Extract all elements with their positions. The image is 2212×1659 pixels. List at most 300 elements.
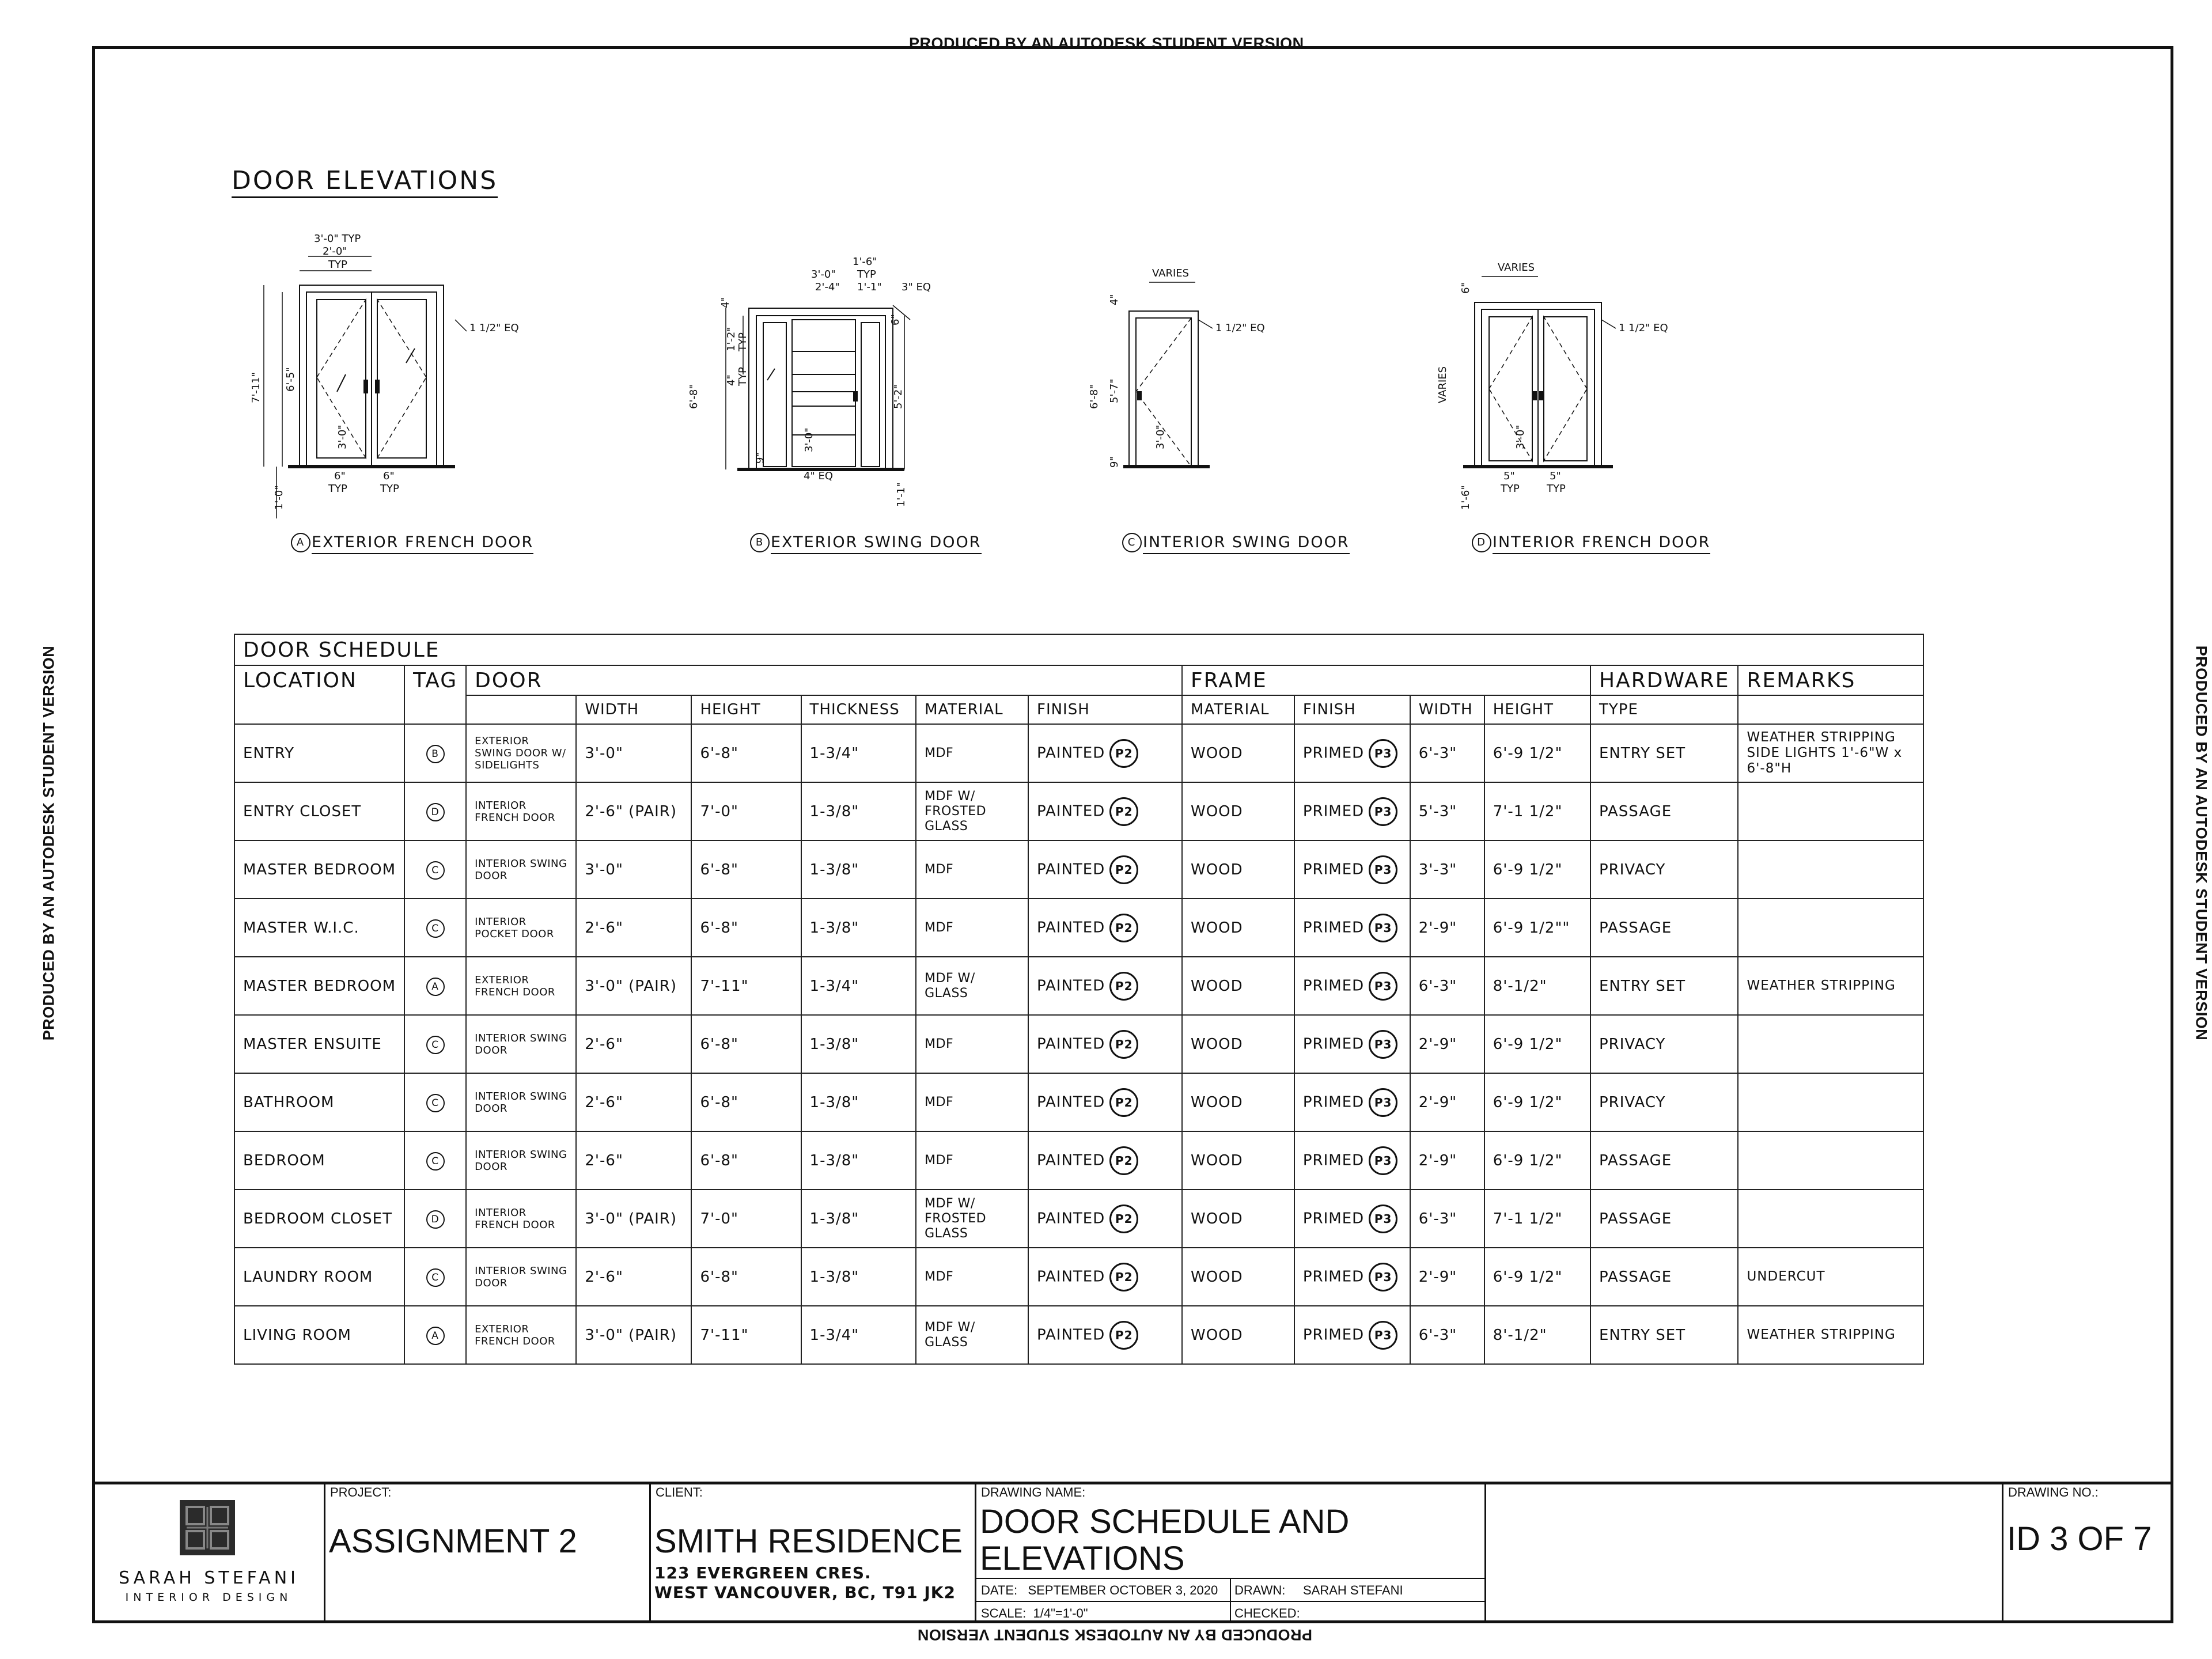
finish-text: PAINTED: [1036, 1152, 1105, 1169]
cell-material: MDF W/ FROSTED GLASS: [916, 782, 1028, 840]
cell-remarks: [1738, 1073, 1923, 1131]
table-row: [234, 1248, 1923, 1306]
cell-tag: [404, 1073, 466, 1131]
drawn-label: DRAWN:: [1234, 1583, 1286, 1597]
schedule-group-row: [234, 665, 1923, 695]
frame-finish-text: PRIMED: [1302, 744, 1365, 762]
svg-text:4": 4": [719, 297, 732, 308]
svg-text:VARIES: VARIES: [1437, 366, 1449, 403]
primer-code-symbol: P3: [1369, 1146, 1397, 1175]
sub-frame-material: MATERIAL: [1182, 695, 1294, 724]
cell-hardware: PASSAGE: [1590, 899, 1738, 957]
svg-text:1'-6": 1'-6": [853, 256, 877, 268]
cell-frame-width: 6'-3": [1410, 1306, 1484, 1364]
cell-width: 2'-6": [576, 1248, 691, 1306]
sub-frame-height: HEIGHT: [1484, 695, 1590, 724]
table-row: [234, 840, 1923, 899]
cell-remarks: WEATHER STRIPPING: [1738, 957, 1923, 1015]
svg-text:1 1/2" EQ: 1 1/2" EQ: [469, 322, 519, 334]
drawn-row: [1234, 1583, 1403, 1598]
primer-code-symbol: P3: [1369, 739, 1397, 768]
logo-sub: INTERIOR DESIGN: [125, 1591, 293, 1604]
cell-finish: [1028, 1073, 1182, 1131]
svg-text:5'-7": 5'-7": [1108, 378, 1120, 403]
svg-text:TYP: TYP: [1547, 483, 1566, 495]
cell-frame-height: 8'-1/2": [1484, 957, 1590, 1015]
col-hardware: HARDWARE: [1590, 665, 1738, 695]
cell-frame-material: WOOD: [1182, 840, 1294, 899]
cell-frame-width: 2'-9": [1410, 1131, 1484, 1190]
finish-text: PAINTED: [1036, 744, 1105, 762]
svg-text:6'-8": 6'-8": [1088, 384, 1100, 409]
schedule-subheader-row: [234, 695, 1923, 724]
svg-text:1'-1": 1'-1": [857, 281, 882, 293]
cell-material: MDF: [916, 840, 1028, 899]
col-door: DOOR: [466, 665, 1182, 695]
sub-empty-location: [234, 695, 404, 724]
cell-frame-height: 6'-9 1/2"": [1484, 899, 1590, 957]
col-frame: FRAME: [1182, 665, 1590, 695]
title-rule-vertical: [1230, 1578, 1231, 1623]
caption-d: [1472, 533, 1710, 552]
primer-code-symbol: P3: [1369, 972, 1397, 1001]
cell-hardware: PRIVACY: [1590, 1015, 1738, 1073]
door-elevations-drawing: [242, 219, 1970, 576]
cell-frame-material: WOOD: [1182, 782, 1294, 840]
cell-height: 7'-0": [691, 1190, 801, 1248]
sub-material: MATERIAL: [916, 695, 1028, 724]
cell-material: MDF: [916, 1015, 1028, 1073]
cell-tag: [404, 1190, 466, 1248]
cell-width: 3'-0" (PAIR): [576, 1190, 691, 1248]
sub-frame-finish: FINISH: [1294, 695, 1410, 724]
cell-tag: [404, 957, 466, 1015]
paint-code-symbol: P2: [1109, 739, 1138, 768]
cell-thickness: 1-3/8": [801, 840, 916, 899]
cell-width: 3'-0" (PAIR): [576, 957, 691, 1015]
cell-hardware: PRIVACY: [1590, 840, 1738, 899]
door-tag-marker: A: [426, 1327, 445, 1345]
svg-text:5": 5": [1550, 470, 1561, 482]
svg-text:1'-2": 1'-2": [725, 327, 737, 351]
cell-height: 6'-8": [691, 899, 801, 957]
cell-height: 6'-8": [691, 1248, 801, 1306]
cell-frame-material: WOOD: [1182, 1131, 1294, 1190]
cell-frame-finish: [1294, 1190, 1410, 1248]
date-value: SEPTEMBER OCTOBER 3, 2020: [1028, 1583, 1218, 1597]
primer-code-symbol: P3: [1369, 914, 1397, 942]
finish-text: PAINTED: [1036, 919, 1105, 936]
cell-frame-finish: [1294, 1015, 1410, 1073]
door-tag-marker: C: [426, 919, 445, 938]
cell-frame-width: 6'-3": [1410, 957, 1484, 1015]
table-row: [234, 1306, 1923, 1364]
table-row: [234, 1015, 1923, 1073]
client-label: CLIENT:: [656, 1485, 703, 1499]
cell-loc: MASTER BEDROOM: [234, 840, 404, 899]
cell-loc: MASTER ENSUITE: [234, 1015, 404, 1073]
blank-cell: [1486, 1482, 2003, 1623]
date-label: DATE:: [981, 1583, 1018, 1597]
cell-hardware: PASSAGE: [1590, 1248, 1738, 1306]
logo-cell: [92, 1482, 325, 1623]
cell-door: EXTERIOR SWING DOOR W/ SIDELIGHTS: [466, 724, 576, 782]
door-tag-marker: C: [426, 1036, 445, 1054]
cell-remarks: [1738, 840, 1923, 899]
cell-frame-width: 2'-9": [1410, 1015, 1484, 1073]
paint-code-symbol: P2: [1109, 972, 1138, 1001]
primer-code-symbol: P3: [1369, 1205, 1397, 1233]
cell-tag: [404, 782, 466, 840]
cell-thickness: 1-3/8": [801, 1015, 916, 1073]
cell-finish: [1028, 1190, 1182, 1248]
cell-remarks: WEATHER STRIPPING SIDE LIGHTS 1'-6"W x 6'-8"H: [1738, 724, 1923, 782]
cell-loc: MASTER BEDROOM: [234, 957, 404, 1015]
cell-thickness: 1-3/8": [801, 899, 916, 957]
watermark-left: PRODUCED BY AN AUTODESK STUDENT VERSION: [40, 645, 58, 1041]
cell-loc: ENTRY: [234, 724, 404, 782]
cell-thickness: 1-3/8": [801, 1073, 916, 1131]
svg-text:1 1/2" EQ: 1 1/2" EQ: [1619, 322, 1668, 334]
cell-door: INTERIOR SWING DOOR: [466, 1015, 576, 1073]
primer-code-symbol: P3: [1369, 1321, 1397, 1350]
door-tag-marker: C: [426, 861, 445, 880]
scale-label: SCALE:: [981, 1606, 1027, 1620]
cell-hardware: ENTRY SET: [1590, 957, 1738, 1015]
cell-loc: BEDROOM CLOSET: [234, 1190, 404, 1248]
door-tag-marker: C: [426, 1094, 445, 1112]
frame-finish-text: PRIMED: [1302, 1210, 1365, 1227]
cell-height: 7'-0": [691, 782, 801, 840]
schedule-title: DOOR SCHEDULE: [234, 634, 1923, 665]
svg-text:TYP: TYP: [737, 332, 749, 351]
cell-hardware: PASSAGE: [1590, 1131, 1738, 1190]
cell-material: MDF: [916, 1131, 1028, 1190]
cell-height: 7'-11": [691, 957, 801, 1015]
cell-frame-material: WOOD: [1182, 724, 1294, 782]
client-address-1: 123 EVERGREEN CRES.: [654, 1563, 872, 1582]
cell-remarks: WEATHER STRIPPING: [1738, 1306, 1923, 1364]
cell-door: INTERIOR FRENCH DOOR: [466, 1190, 576, 1248]
cell-tag: [404, 1015, 466, 1073]
cell-finish: [1028, 840, 1182, 899]
title-block: [92, 1482, 2173, 1623]
cell-finish: [1028, 1248, 1182, 1306]
watermark-top: PRODUCED BY AN AUTODESK STUDENT VERSION: [909, 35, 1304, 52]
cell-height: 7'-11": [691, 1306, 801, 1364]
paint-code-symbol: P2: [1109, 1146, 1138, 1175]
caption-a: [291, 533, 533, 552]
cell-material: MDF W/ GLASS: [916, 1306, 1028, 1364]
svg-text:TYP: TYP: [1501, 483, 1520, 495]
cell-frame-finish: [1294, 840, 1410, 899]
svg-text:4": 4": [725, 374, 737, 386]
door-tag-marker: D: [426, 803, 445, 821]
paint-code-symbol: P2: [1109, 855, 1138, 884]
caption-c-label: INTERIOR SWING DOOR: [1143, 533, 1350, 554]
svg-text:7'-11": 7'-11": [250, 372, 262, 403]
cell-frame-finish: [1294, 1131, 1410, 1190]
paint-code-symbol: P2: [1109, 797, 1138, 826]
finish-text: PAINTED: [1036, 1093, 1105, 1111]
cell-remarks: [1738, 1190, 1923, 1248]
svg-text:5'-2": 5'-2": [892, 384, 904, 409]
cell-finish: [1028, 1131, 1182, 1190]
finish-text: PAINTED: [1036, 1210, 1105, 1227]
cell-remarks: [1738, 1015, 1923, 1073]
cell-material: MDF W/ GLASS: [916, 957, 1028, 1015]
paint-code-symbol: P2: [1109, 1263, 1138, 1291]
cell-height: 6'-8": [691, 1073, 801, 1131]
svg-text:9": 9": [1108, 456, 1120, 468]
primer-code-symbol: P3: [1369, 797, 1397, 826]
cell-frame-height: 6'-9 1/2": [1484, 1248, 1590, 1306]
drawing-name-cell: [976, 1482, 1486, 1623]
sub-empty-remarks: [1738, 695, 1923, 724]
cell-hardware: ENTRY SET: [1590, 1306, 1738, 1364]
logo-name: SARAH STEFANI: [118, 1568, 299, 1588]
cell-frame-height: 8'-1/2": [1484, 1306, 1590, 1364]
watermark-right: PRODUCED BY AN AUTODESK STUDENT VERSION: [2192, 645, 2210, 1041]
elevation-d: [1437, 262, 1668, 510]
cell-frame-width: 6'-3": [1410, 1190, 1484, 1248]
table-row: [234, 899, 1923, 957]
finish-text: PAINTED: [1036, 977, 1105, 994]
sub-width: WIDTH: [576, 695, 691, 724]
primer-code-symbol: P3: [1369, 1030, 1397, 1059]
cell-frame-width: 6'-3": [1410, 724, 1484, 782]
cell-remarks: UNDERCUT: [1738, 1248, 1923, 1306]
cell-door: INTERIOR FRENCH DOOR: [466, 782, 576, 840]
paint-code-symbol: P2: [1109, 1088, 1138, 1117]
cell-door: EXTERIOR FRENCH DOOR: [466, 1306, 576, 1364]
drawing-no-value: ID 3 OF 7: [2007, 1520, 2152, 1558]
cell-frame-height: 6'-9 1/2": [1484, 840, 1590, 899]
cell-tag: [404, 899, 466, 957]
svg-text:6": 6": [334, 470, 346, 482]
elevation-b: [688, 256, 931, 507]
client-cell: [651, 1482, 976, 1623]
svg-text:6'-8": 6'-8": [688, 384, 700, 409]
cell-tag: [404, 724, 466, 782]
paint-code-symbol: P2: [1109, 1030, 1138, 1059]
tag-c-marker: C: [1122, 533, 1142, 552]
drawing-name-1: DOOR SCHEDULE AND: [980, 1503, 1350, 1540]
primer-code-symbol: P3: [1369, 1088, 1397, 1117]
cell-loc: MASTER W.I.C.: [234, 899, 404, 957]
svg-text:9": 9": [754, 452, 766, 464]
svg-text:2'-4": 2'-4": [815, 281, 840, 293]
cell-remarks: [1738, 782, 1923, 840]
cell-thickness: 1-3/4": [801, 957, 916, 1015]
cell-finish: [1028, 782, 1182, 840]
cell-finish: [1028, 957, 1182, 1015]
cell-door: INTERIOR SWING DOOR: [466, 840, 576, 899]
cell-thickness: 1-3/4": [801, 1306, 916, 1364]
svg-text:6": 6": [889, 314, 902, 325]
cell-loc: LAUNDRY ROOM: [234, 1248, 404, 1306]
cell-width: 3'-0" (PAIR): [576, 1306, 691, 1364]
primer-code-symbol: P3: [1369, 1263, 1397, 1291]
cell-loc: LIVING ROOM: [234, 1306, 404, 1364]
sub-type: TYPE: [1590, 695, 1738, 724]
cell-hardware: ENTRY SET: [1590, 724, 1738, 782]
cell-frame-finish: [1294, 782, 1410, 840]
tag-b-marker: B: [750, 533, 770, 552]
svg-text:TYP: TYP: [328, 259, 347, 271]
svg-text:6'-5": 6'-5": [285, 367, 297, 392]
drawing-no-cell: [2003, 1482, 2173, 1623]
cell-width: 2'-6" (PAIR): [576, 782, 691, 840]
schedule-body: [234, 724, 1923, 1364]
sub-finish: FINISH: [1028, 695, 1182, 724]
cell-door: INTERIOR SWING DOOR: [466, 1073, 576, 1131]
door-tag-marker: C: [426, 1152, 445, 1171]
cell-finish: [1028, 1015, 1182, 1073]
svg-text:TYP: TYP: [380, 483, 399, 495]
cell-height: 6'-8": [691, 1131, 801, 1190]
cell-loc: BATHROOM: [234, 1073, 404, 1131]
checked-label: CHECKED:: [1234, 1606, 1300, 1620]
paint-code-symbol: P2: [1109, 914, 1138, 942]
frame-finish-text: PRIMED: [1302, 1326, 1365, 1343]
sub-empty-tag: [404, 695, 466, 724]
table-row: [234, 1073, 1923, 1131]
cell-width: 2'-6": [576, 1073, 691, 1131]
svg-text:VARIES: VARIES: [1498, 262, 1535, 274]
cell-loc: BEDROOM: [234, 1131, 404, 1190]
caption-b: [750, 533, 982, 552]
cell-frame-finish: [1294, 724, 1410, 782]
drawing-name-2: ELEVATIONS: [980, 1540, 1185, 1577]
sub-frame-width: WIDTH: [1410, 695, 1484, 724]
sub-empty-door: [466, 695, 576, 724]
frame-finish-text: PRIMED: [1302, 919, 1365, 936]
cell-thickness: 1-3/4": [801, 724, 916, 782]
elevation-c: [1088, 267, 1265, 468]
cell-door: EXTERIOR FRENCH DOOR: [466, 957, 576, 1015]
cell-frame-finish: [1294, 1306, 1410, 1364]
caption-c: [1122, 533, 1350, 552]
date-row: [981, 1583, 1218, 1598]
cell-height: 6'-8": [691, 724, 801, 782]
cell-frame-material: WOOD: [1182, 957, 1294, 1015]
svg-text:3'-0": 3'-0": [1154, 425, 1166, 449]
cell-door: INTERIOR SWING DOOR: [466, 1248, 576, 1306]
svg-text:1'-0": 1'-0": [273, 485, 285, 510]
elevation-a: [250, 233, 519, 518]
cell-thickness: 1-3/8": [801, 1131, 916, 1190]
watermark-bottom: PRODUCED BY AN AUTODESK STUDENT VERSION: [917, 1626, 1312, 1643]
cell-frame-height: 6'-9 1/2": [1484, 724, 1590, 782]
paint-code-symbol: P2: [1109, 1205, 1138, 1233]
svg-text:6": 6": [383, 470, 395, 482]
cell-door: INTERIOR POCKET DOOR: [466, 899, 576, 957]
cell-frame-finish: [1294, 1248, 1410, 1306]
primer-code-symbol: P3: [1369, 855, 1397, 884]
cell-material: MDF: [916, 1248, 1028, 1306]
cell-width: 2'-6": [576, 899, 691, 957]
table-row: [234, 957, 1923, 1015]
caption-d-label: INTERIOR FRENCH DOOR: [1493, 533, 1710, 554]
caption-a-label: EXTERIOR FRENCH DOOR: [312, 533, 533, 554]
svg-text:3" EQ: 3" EQ: [902, 281, 931, 293]
cell-frame-width: 3'-3": [1410, 840, 1484, 899]
cell-loc: ENTRY CLOSET: [234, 782, 404, 840]
svg-text:5": 5": [1503, 470, 1515, 482]
cell-remarks: [1738, 1131, 1923, 1190]
project-cell: [325, 1482, 651, 1623]
checked-row: [1234, 1606, 1300, 1621]
client-address-2: WEST VANCOUVER, BC, T91 JK2: [654, 1583, 956, 1602]
caption-b-label: EXTERIOR SWING DOOR: [771, 533, 982, 554]
title-rule-2: [976, 1601, 1486, 1602]
cell-thickness: 1-3/8": [801, 782, 916, 840]
svg-text:TYP: TYP: [737, 367, 749, 386]
cell-frame-width: 2'-9": [1410, 899, 1484, 957]
table-row: [234, 724, 1923, 782]
finish-text: PAINTED: [1036, 1268, 1105, 1285]
cell-height: 6'-8": [691, 1015, 801, 1073]
frame-finish-text: PRIMED: [1302, 802, 1365, 820]
cell-frame-material: WOOD: [1182, 1073, 1294, 1131]
svg-text:1 1/2" EQ: 1 1/2" EQ: [1215, 322, 1265, 334]
cell-frame-finish: [1294, 957, 1410, 1015]
frame-finish-text: PRIMED: [1302, 977, 1365, 994]
svg-text:4" EQ: 4" EQ: [804, 470, 833, 482]
finish-text: PAINTED: [1036, 802, 1105, 820]
cell-frame-material: WOOD: [1182, 1248, 1294, 1306]
cell-frame-height: 7'-1 1/2": [1484, 1190, 1590, 1248]
svg-text:3'-0": 3'-0": [336, 425, 349, 449]
drawn-value: SARAH STEFANI: [1302, 1583, 1403, 1597]
frame-finish-text: PRIMED: [1302, 861, 1365, 878]
cell-frame-width: 2'-9": [1410, 1073, 1484, 1131]
schedule-title-row: [234, 634, 1923, 665]
svg-text:3'-0": 3'-0": [1514, 425, 1527, 449]
finish-text: PAINTED: [1036, 861, 1105, 878]
table-row: [234, 1131, 1923, 1190]
cell-tag: [404, 1131, 466, 1190]
cell-remarks: [1738, 899, 1923, 957]
cell-thickness: 1-3/8": [801, 1248, 916, 1306]
door-tag-marker: C: [426, 1268, 445, 1287]
cell-width: 2'-6": [576, 1015, 691, 1073]
cell-frame-material: WOOD: [1182, 1015, 1294, 1073]
finish-text: PAINTED: [1036, 1035, 1105, 1052]
cell-frame-height: 6'-9 1/2": [1484, 1015, 1590, 1073]
drawing-name-label: DRAWING NAME:: [981, 1485, 1086, 1499]
svg-text:1'-1": 1'-1": [895, 482, 907, 507]
cell-width: 3'-0": [576, 840, 691, 899]
client-value: SMITH RESIDENCE: [654, 1522, 963, 1560]
logo-mark-icon: [179, 1499, 236, 1556]
cell-material: MDF: [916, 1073, 1028, 1131]
cell-finish: [1028, 724, 1182, 782]
scale-row: [981, 1606, 1088, 1621]
door-tag-marker: B: [426, 745, 445, 763]
door-tag-marker: D: [426, 1210, 445, 1229]
cell-width: 3'-0": [576, 724, 691, 782]
project-value: ASSIGNMENT 2: [329, 1522, 577, 1560]
frame-finish-text: PRIMED: [1302, 1152, 1365, 1169]
tag-d-marker: D: [1472, 533, 1491, 552]
cell-width: 2'-6": [576, 1131, 691, 1190]
cell-frame-width: 2'-9": [1410, 1248, 1484, 1306]
cell-frame-width: 5'-3": [1410, 782, 1484, 840]
cell-hardware: PASSAGE: [1590, 1190, 1738, 1248]
cell-frame-height: 6'-9 1/2": [1484, 1131, 1590, 1190]
